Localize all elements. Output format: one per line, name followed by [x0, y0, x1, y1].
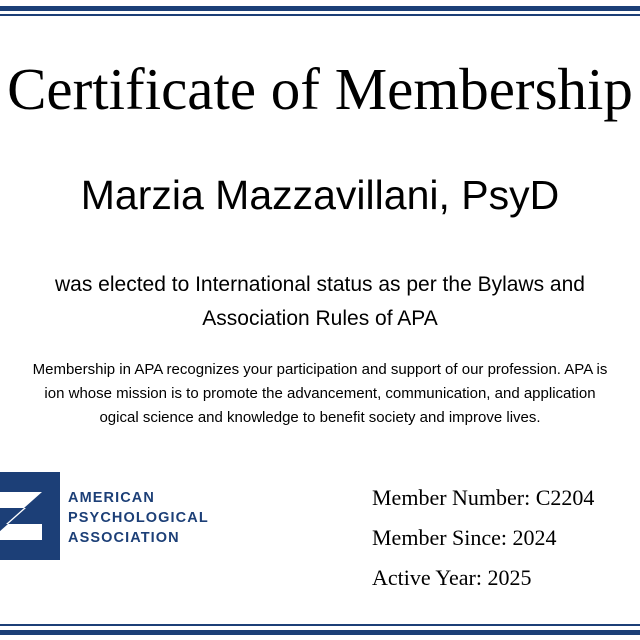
- membership-details: [372, 478, 594, 598]
- certificate-title: Certificate of Membership: [7, 56, 633, 122]
- status-statement-line-1: was elected to International status as per the Bylaws and: [55, 273, 585, 296]
- recipient-name: Marzia Mazzavillani, PsyD: [80, 172, 560, 218]
- status-statement-line-2: Association Rules of APA: [202, 307, 438, 330]
- border-band-bottom-inner: [0, 624, 640, 626]
- membership-body-line-2: ion whose mission is to promote the advancement, communication, and application: [44, 385, 596, 402]
- membership-body-line-3: ogical science and knowledge to benefit society and improve lives.: [99, 409, 541, 426]
- member-since: Member Since: 2024: [372, 525, 557, 550]
- certificate-content: [0, 20, 640, 618]
- apa-logo-line-3: ASSOCIATION: [68, 530, 180, 546]
- apa-logo-icon: [0, 472, 60, 560]
- apa-logo-text: [68, 488, 209, 548]
- active-year: Active Year: 2025: [372, 565, 532, 590]
- border-band-top-outer: [0, 6, 640, 11]
- border-band-bottom-outer: [0, 630, 640, 635]
- border-band-top-inner: [0, 14, 640, 16]
- apa-logo-line-2: PSYCHOLOGICAL: [68, 510, 209, 526]
- apa-logo-line-1: AMERICAN: [68, 490, 155, 506]
- status-statement: [0, 268, 640, 336]
- membership-body-text: [0, 358, 640, 430]
- member-number: Member Number: C2204: [372, 485, 595, 510]
- apa-logo-block: [0, 462, 262, 572]
- membership-body-line-1: Membership in APA recognizes your participation and support of our profession. APA is: [32, 361, 608, 378]
